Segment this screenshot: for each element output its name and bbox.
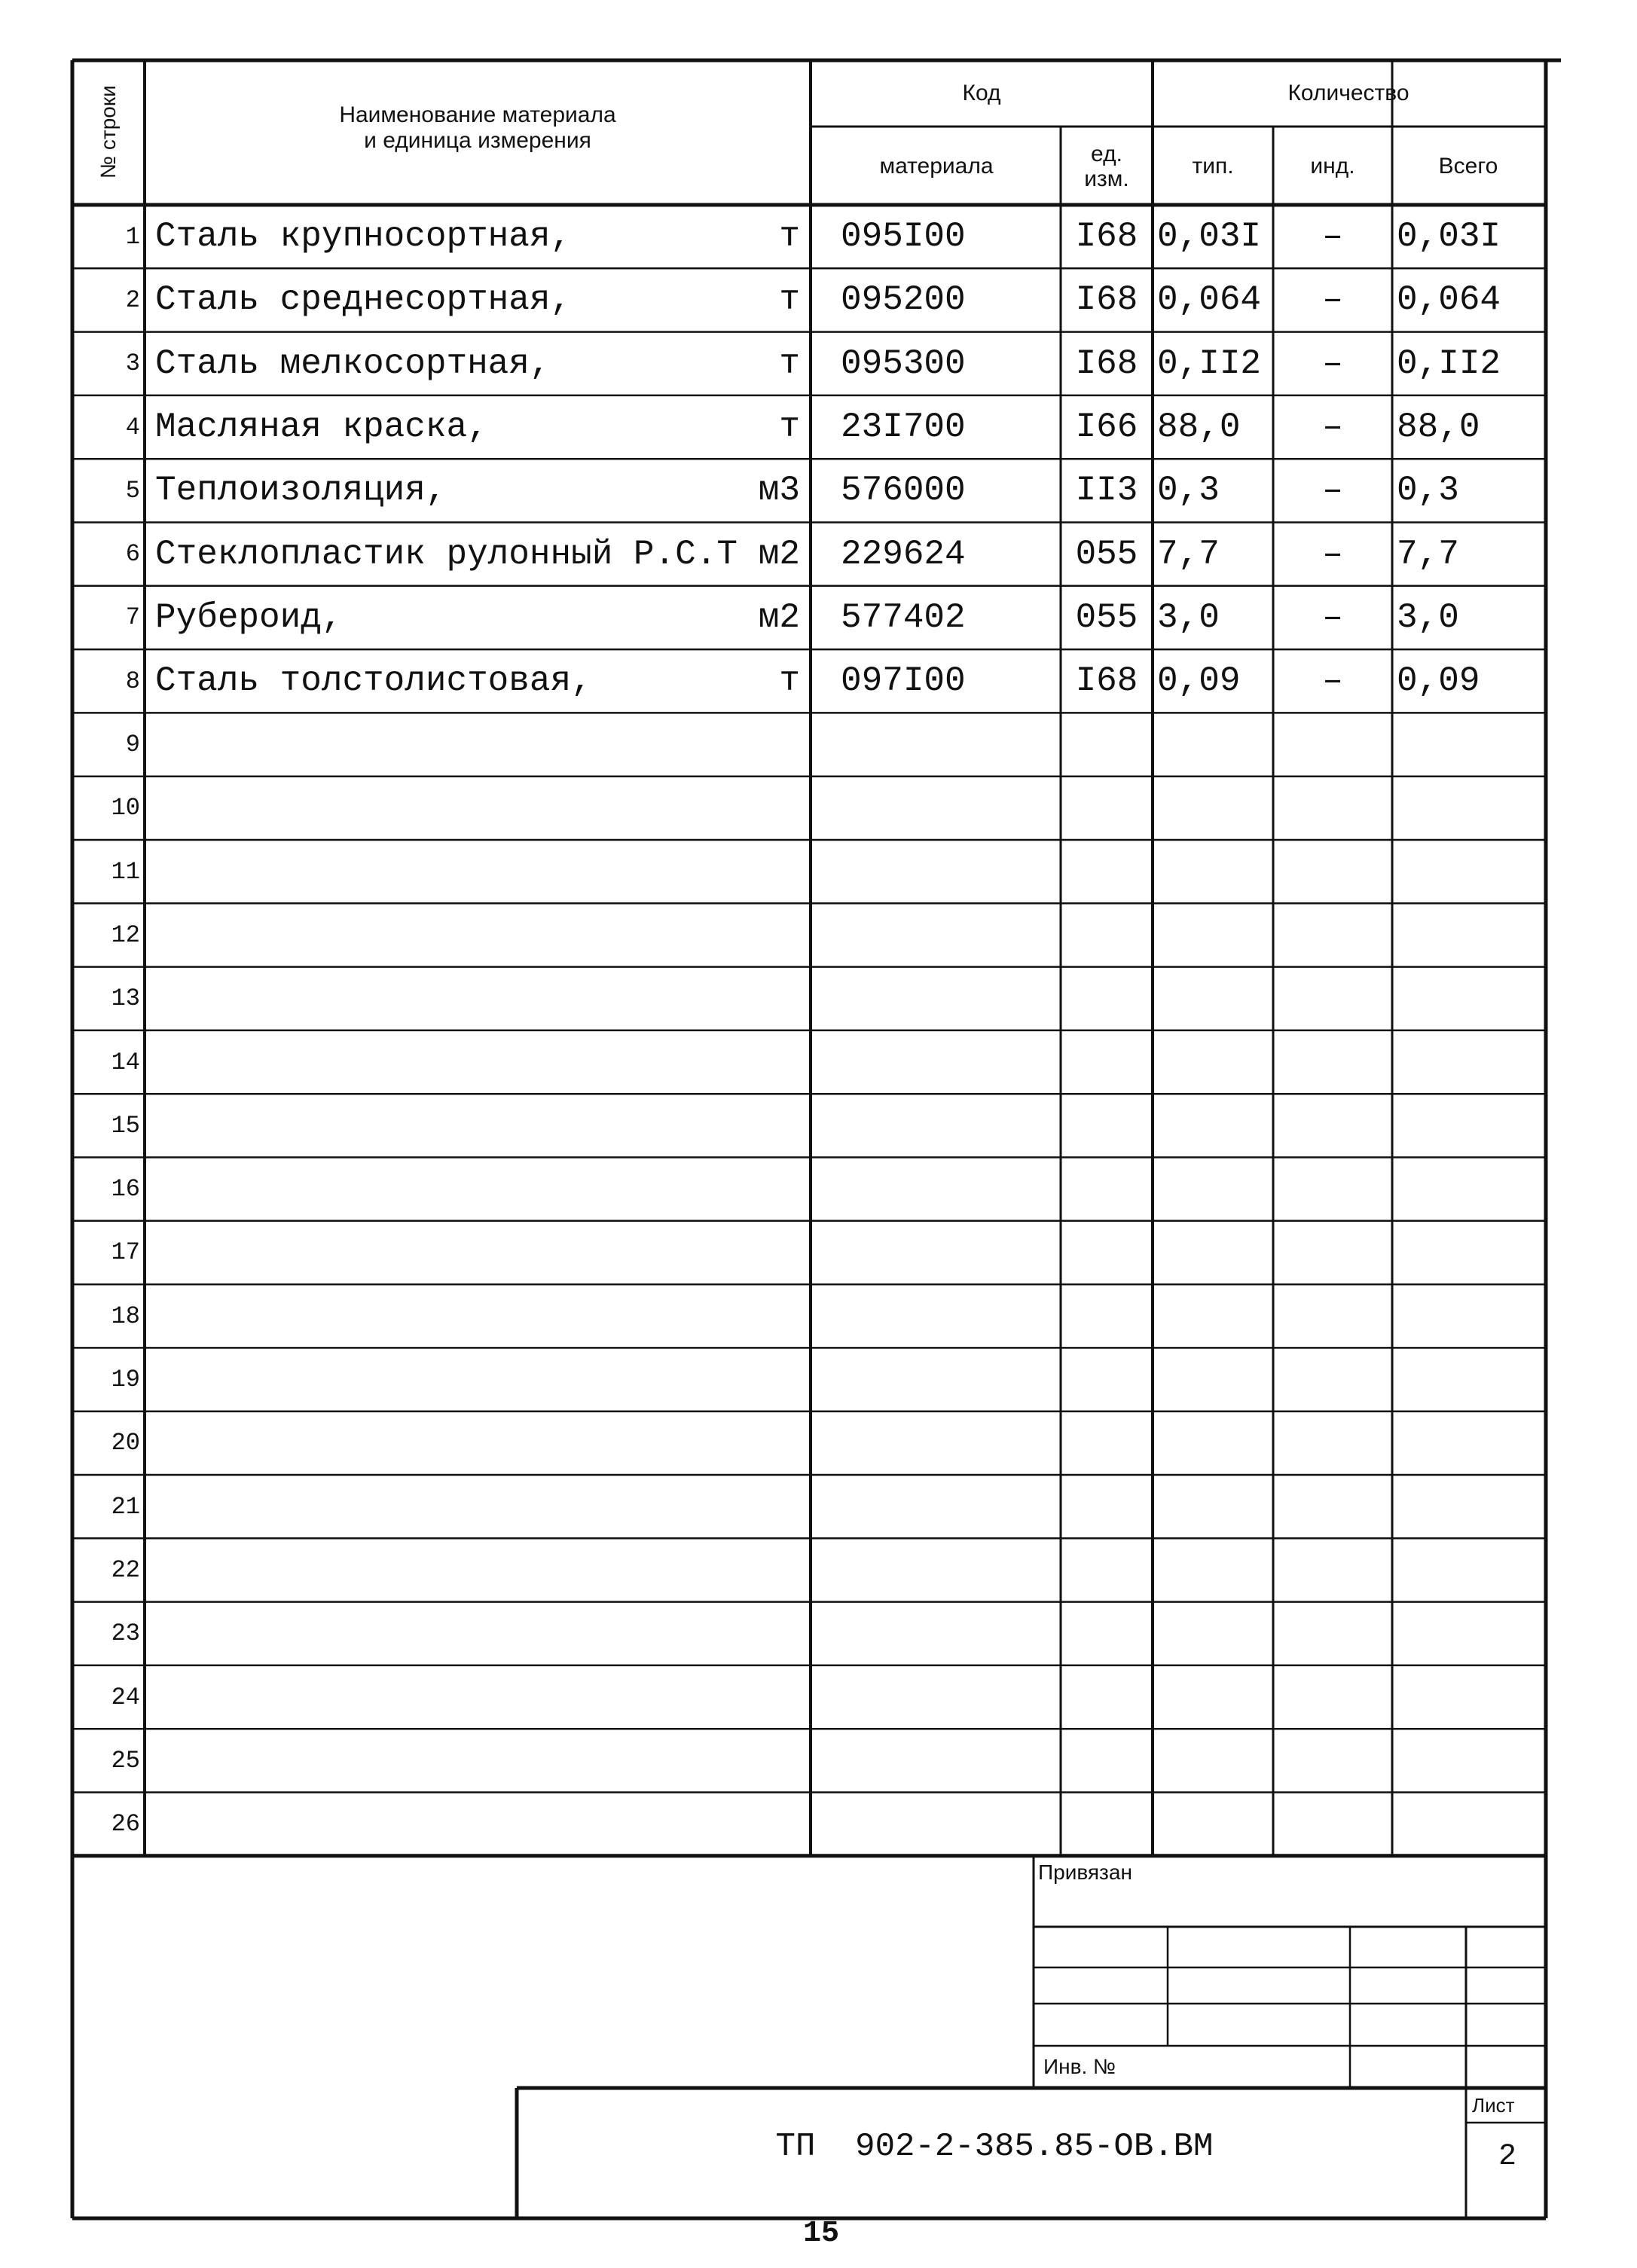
quantity-ind: – bbox=[1322, 471, 1343, 511]
bound-label: Привязан bbox=[1038, 1860, 1132, 1884]
row-number: 5 bbox=[125, 476, 140, 505]
material-code: 097I00 bbox=[841, 661, 966, 701]
inventory-number-label: Инв. № bbox=[1043, 2055, 1116, 2078]
material-unit: т bbox=[779, 280, 800, 320]
quantity-group-header: Количество bbox=[1287, 81, 1409, 106]
quantity-total: 0,03I bbox=[1397, 217, 1501, 257]
code-group-header: Код bbox=[962, 81, 1001, 106]
sheet-label: Лист bbox=[1472, 2094, 1515, 2117]
material-unit: м2 bbox=[758, 597, 800, 637]
material-unit: т bbox=[779, 343, 800, 383]
quantity-ind: – bbox=[1322, 408, 1343, 447]
row-number: 4 bbox=[125, 413, 140, 441]
row-number: 16 bbox=[111, 1175, 140, 1204]
material-code: 229624 bbox=[841, 534, 966, 574]
material-code: 095I00 bbox=[841, 217, 966, 257]
row-number: 3 bbox=[125, 350, 140, 378]
row-number: 18 bbox=[111, 1302, 140, 1330]
row-number: 23 bbox=[111, 1619, 140, 1648]
material-code: 23I700 bbox=[841, 408, 966, 447]
quantity-typ: 0,064 bbox=[1157, 280, 1262, 320]
unit-code: 055 bbox=[1075, 534, 1138, 574]
material-name: Рубероид, bbox=[155, 597, 343, 637]
unit-code: II3 bbox=[1075, 471, 1138, 511]
page-number: 15 bbox=[802, 2216, 839, 2251]
code-unit-header: ед. изм. bbox=[1084, 142, 1129, 191]
row-number: 24 bbox=[111, 1683, 140, 1711]
row-number: 25 bbox=[111, 1746, 140, 1775]
quantity-total: 0,09 bbox=[1397, 661, 1480, 701]
quantity-typ: 0,03I bbox=[1157, 217, 1262, 257]
material-name-header: Наименование материала и единица измерения bbox=[339, 102, 616, 153]
material-name: Сталь крупносортная, bbox=[155, 217, 572, 257]
material-code: 095200 bbox=[841, 280, 966, 320]
quantity-total: 7,7 bbox=[1397, 534, 1459, 574]
material-name: Сталь мелкосортная, bbox=[155, 343, 551, 383]
row-number: 19 bbox=[111, 1366, 140, 1394]
quantity-ind: – bbox=[1322, 343, 1343, 383]
unit-code: 055 bbox=[1075, 597, 1138, 637]
row-number-header bbox=[74, 60, 143, 203]
row-number: 6 bbox=[125, 540, 140, 569]
quantity-typ: 0,II2 bbox=[1157, 343, 1262, 383]
row-number-header-text: № строки bbox=[96, 85, 120, 179]
unit-code: I66 bbox=[1075, 408, 1138, 447]
quantity-total: 3,0 bbox=[1397, 597, 1459, 637]
material-code: 577402 bbox=[841, 597, 966, 637]
quantity-typ: 0,3 bbox=[1157, 471, 1220, 511]
quantity-ind-header: инд. bbox=[1310, 153, 1355, 179]
row-number: 7 bbox=[125, 603, 140, 632]
quantity-ind: – bbox=[1322, 534, 1343, 574]
document-number: ТП 902-2-385.85-ОВ.ВМ bbox=[775, 2128, 1214, 2166]
row-number: 11 bbox=[111, 857, 140, 886]
material-name: Масляная краска, bbox=[155, 408, 488, 447]
quantity-total: 88,0 bbox=[1397, 408, 1480, 447]
material-unit: т bbox=[779, 408, 800, 447]
sheet-number: 2 bbox=[1498, 2139, 1516, 2174]
material-code: 576000 bbox=[841, 471, 966, 511]
material-code: 095300 bbox=[841, 343, 966, 383]
row-number: 8 bbox=[125, 667, 140, 695]
row-number: 10 bbox=[111, 794, 140, 823]
quantity-total: 0,064 bbox=[1397, 280, 1501, 320]
row-number: 14 bbox=[111, 1048, 140, 1076]
quantity-typ-header: тип. bbox=[1192, 153, 1234, 179]
row-number: 12 bbox=[111, 920, 140, 949]
material-unit: т bbox=[779, 661, 800, 701]
row-number: 21 bbox=[111, 1492, 140, 1521]
quantity-ind: – bbox=[1322, 217, 1343, 257]
row-number: 20 bbox=[111, 1429, 140, 1458]
unit-code: I68 bbox=[1075, 343, 1138, 383]
quantity-total-header: Всего bbox=[1438, 153, 1498, 179]
row-number: 15 bbox=[111, 1111, 140, 1140]
material-name: Сталь толстолистовая, bbox=[155, 661, 592, 701]
material-unit: м2 bbox=[758, 534, 800, 574]
unit-code: I68 bbox=[1075, 661, 1138, 701]
quantity-total: 0,II2 bbox=[1397, 343, 1501, 383]
material-name: Теплоизоляция, bbox=[155, 471, 447, 511]
row-number: 13 bbox=[111, 984, 140, 1013]
material-name: Сталь среднесортная, bbox=[155, 280, 572, 320]
material-unit: т bbox=[779, 217, 800, 257]
unit-code: I68 bbox=[1075, 280, 1138, 320]
quantity-total: 0,3 bbox=[1397, 471, 1459, 511]
row-number: 2 bbox=[125, 285, 140, 314]
unit-code: I68 bbox=[1075, 217, 1138, 257]
row-number: 9 bbox=[125, 731, 140, 759]
quantity-typ: 7,7 bbox=[1157, 534, 1220, 574]
quantity-ind: – bbox=[1322, 597, 1343, 637]
row-number: 26 bbox=[111, 1810, 140, 1839]
quantity-typ: 88,0 bbox=[1157, 408, 1241, 447]
row-number: 1 bbox=[125, 222, 140, 251]
row-number: 17 bbox=[111, 1238, 140, 1267]
quantity-typ: 3,0 bbox=[1157, 597, 1220, 637]
quantity-typ: 0,09 bbox=[1157, 661, 1241, 701]
material-name: Стеклопластик рулонный Р.С.Т bbox=[155, 534, 738, 574]
code-material-header: материала bbox=[879, 153, 994, 179]
quantity-ind: – bbox=[1322, 661, 1343, 701]
material-unit: м3 bbox=[758, 471, 800, 511]
quantity-ind: – bbox=[1322, 280, 1343, 320]
row-number: 22 bbox=[111, 1555, 140, 1584]
